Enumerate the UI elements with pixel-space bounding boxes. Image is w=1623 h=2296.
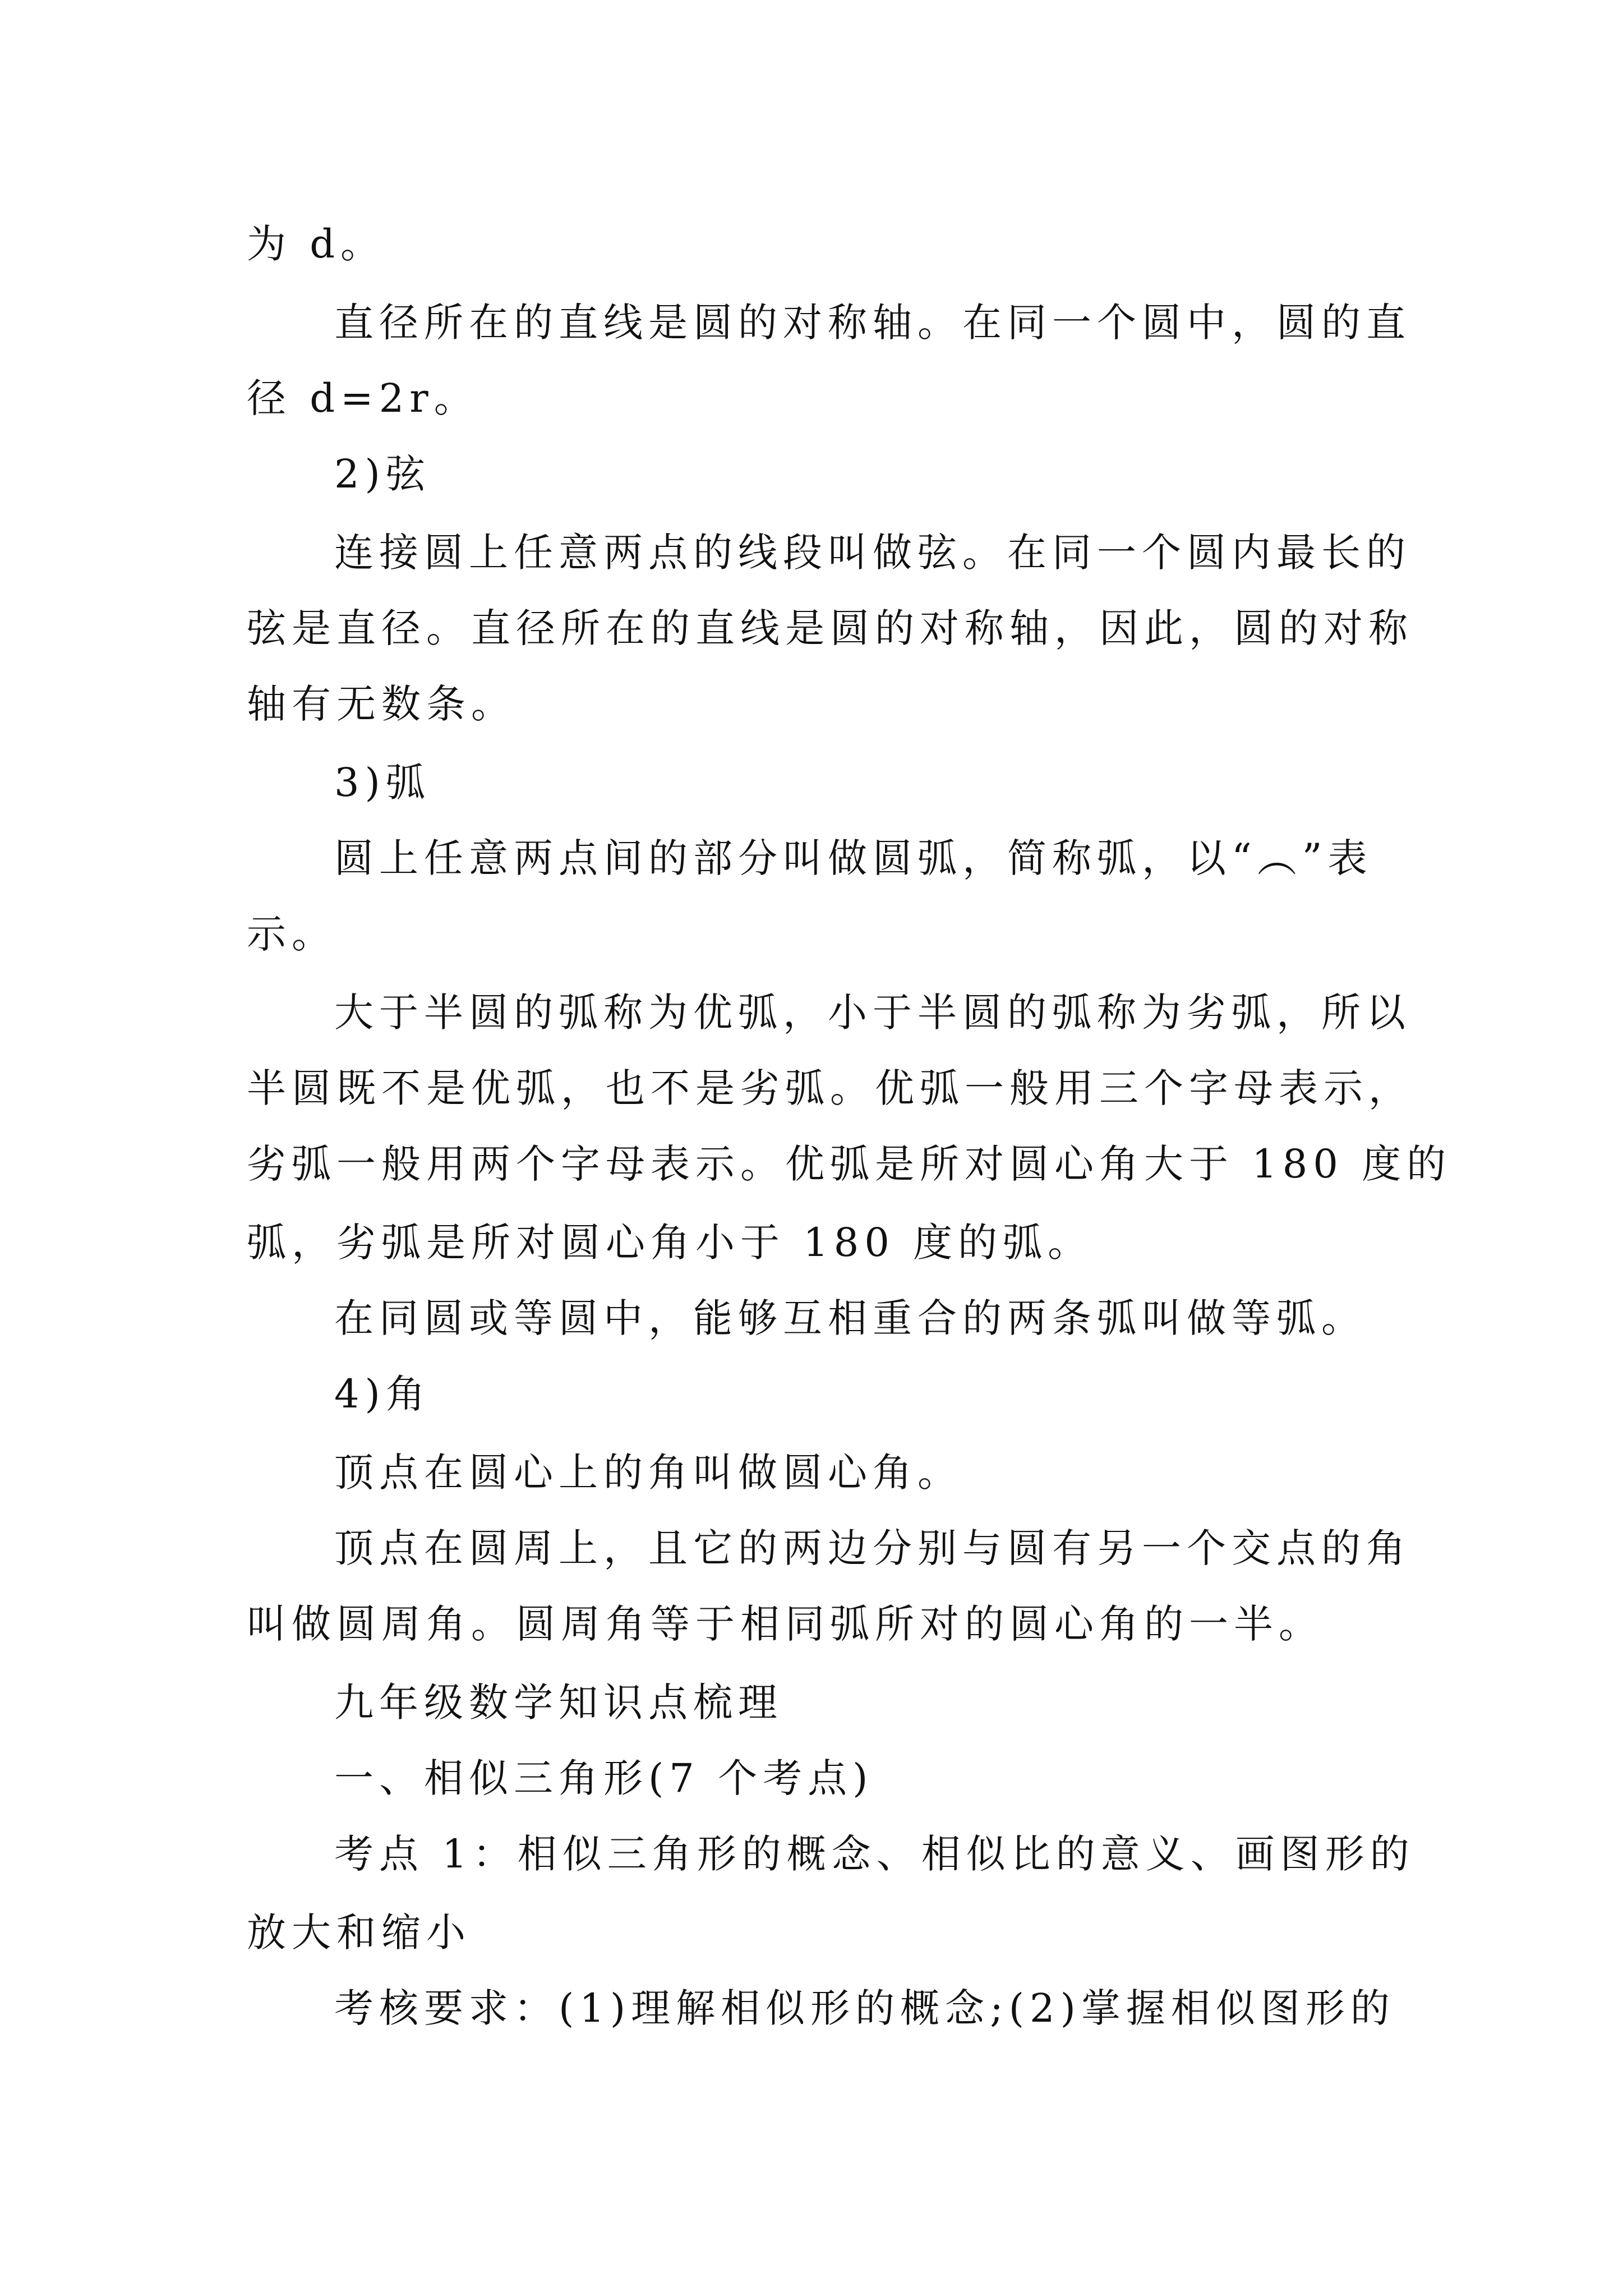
text-line: 劣弧一般用两个字母表示。优弧是所对圆心角大于 180 度的 (247, 1141, 1452, 1187)
text-line: 考点 1：相似三角形的概念、相似比的意义、画图形的 (334, 1831, 1415, 1877)
text-line: 叫做圆周角。圆周角等于相同弧所对的圆心角的一半。 (247, 1601, 1324, 1647)
text-line: 九年级数学知识点梳理 (334, 1680, 783, 1726)
text-line: 示。 (247, 911, 336, 957)
text-line: 轴有无数条。 (247, 681, 516, 727)
text-line: 径 d=2r。 (247, 375, 479, 421)
text-line: 顶点在圆心上的角叫做圆心角。 (334, 1450, 962, 1496)
text-line: 大于半圆的弧称为优弧，小于半圆的弧称为劣弧，所以 (334, 990, 1411, 1036)
text-line: 考核要求：(1)理解相似形的概念;(2)掌握相似图形的 (334, 1985, 1395, 2031)
text-line: 在同圆或等圆中，能够互相重合的两条弧叫做等弧。 (334, 1295, 1366, 1341)
text-line: 4)角 (334, 1371, 431, 1417)
text-line: 一、相似三角形(7 个考点) (334, 1755, 874, 1801)
text-line: 顶点在圆周上，且它的两边分别与圆有另一个交点的角 (334, 1525, 1411, 1571)
text-line: 放大和缩小 (247, 1910, 471, 1955)
text-line: 为 d。 (247, 221, 386, 267)
text-line: 2)弦 (334, 451, 431, 497)
text-line: 圆上任意两点间的部分叫做圆弧，简称弧，以“︵”表 (334, 835, 1373, 881)
text-line: 直径所在的直线是圆的对称轴。在同一个圆中，圆的直 (334, 300, 1411, 346)
text-line: 连接圆上任意两点的线段叫做弦。在同一个圆内最长的 (334, 530, 1411, 576)
text-line: 3)弧 (334, 760, 431, 806)
text-line: 半圆既不是优弧，也不是劣弧。优弧一般用三个字母表示， (247, 1065, 1413, 1111)
text-line: 弧，劣弧是所对圆心角小于 180 度的弧。 (247, 1220, 1093, 1266)
text-line: 弦是直径。直径所在的直线是圆的对称轴，因此，圆的对称 (247, 605, 1413, 651)
